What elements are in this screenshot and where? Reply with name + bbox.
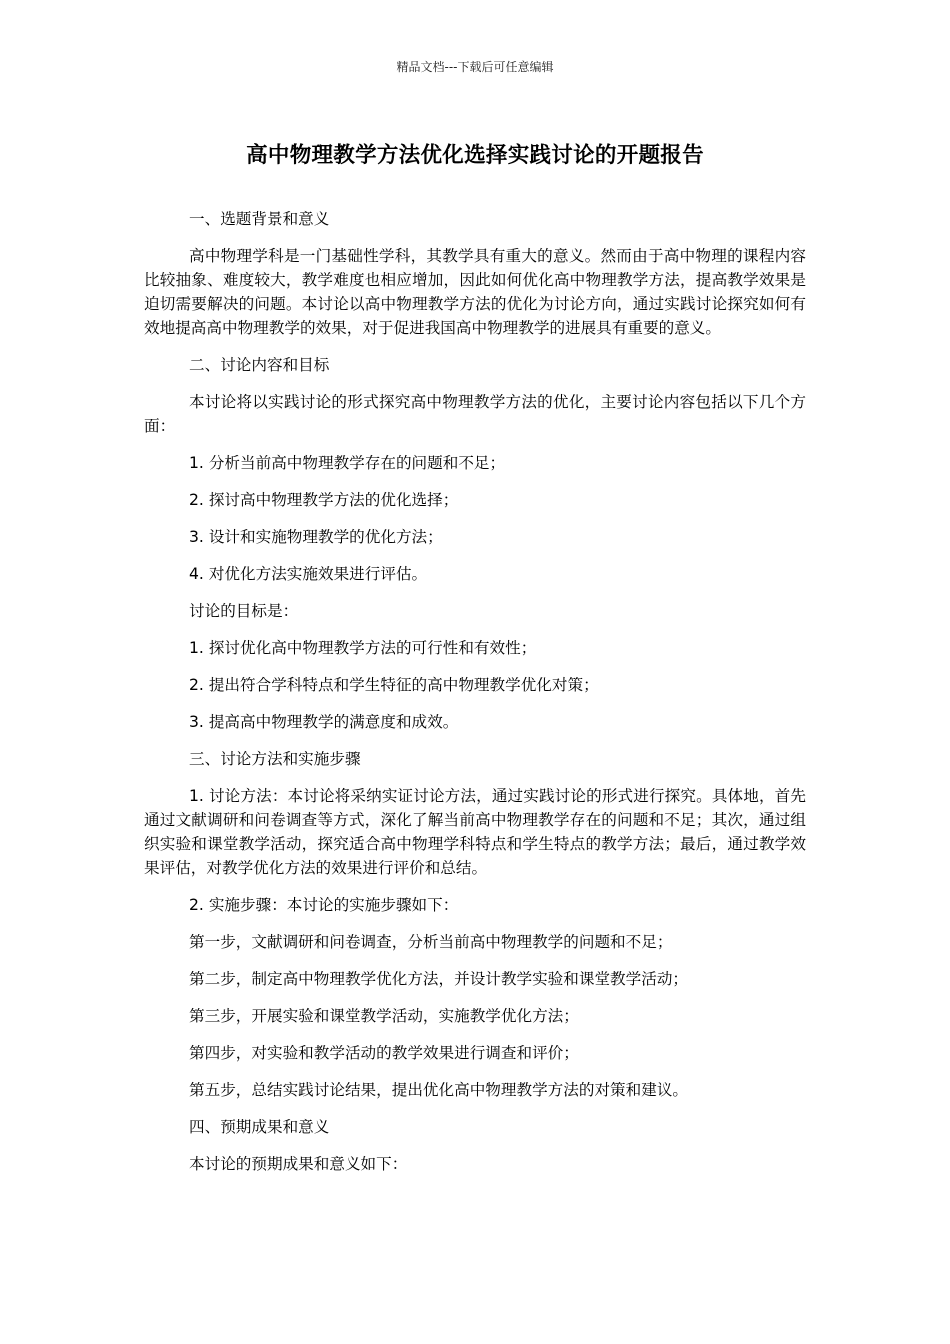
list-item-step-3: 第三步，开展实验和课堂教学活动，实施教学优化方法； bbox=[189, 1007, 579, 1025]
list-item-step-2: 第二步，制定高中物理教学优化方法，并设计教学实验和课堂教学活动； bbox=[189, 970, 689, 988]
list-item-goal-1: 1. 探讨优化高中物理教学方法的可行性和有效性； bbox=[189, 639, 537, 657]
list-item-step-4: 第四步，对实验和教学活动的教学效果进行调查和评价； bbox=[189, 1044, 579, 1062]
section-heading-content-goals: 二、讨论内容和目标 bbox=[189, 356, 330, 374]
list-item-content-4: 4. 对优化方法实施效果进行评估。 bbox=[189, 565, 428, 583]
document-body bbox=[144, 207, 806, 1189]
list-item-content-1: 1. 分析当前高中物理教学存在的问题和不足； bbox=[189, 454, 506, 472]
list-item-content-2: 2. 探讨高中物理教学方法的优化选择； bbox=[189, 491, 459, 509]
list-item-step-5: 第五步，总结实践讨论结果，提出优化高中物理教学方法的对策和建议。 bbox=[189, 1081, 689, 1099]
paragraph-background: 高中物理学科是一门基础性学科，其教学具有重大的意义。然而由于高中物理的课程内容比较抽象、难度较大，教学难度也相应增加，因此如何优化高中物理教学方法，提高教学效果是迫切需要解决的问题。本讨论以高中物理教学方法的优化为讨论方向，通过实践讨论探究如何有效地提高高中物理教学的效果，对于促进我国高中物理教学的进展具有重要的意义。 bbox=[144, 247, 806, 337]
section-heading-background: 一、选题背景和意义 bbox=[189, 210, 330, 228]
list-item-goal-2: 2. 提出符合学科特点和学生特征的高中物理教学优化对策； bbox=[189, 676, 599, 694]
paragraph-methods: 1. 讨论方法：本讨论将采纳实证讨论方法，通过实践讨论的形式进行探究。具体地，首先通过文献调研和问卷调查等方式，深化了解当前高中物理教学存在的问题和不足；其次，通过组织实验和课堂教学活动，探究适合高中物理学科特点和学生特点的教学方法；最后，通过教学效果评估，对教学优化方法的效果进行评价和总结。 bbox=[144, 787, 806, 877]
paragraph-content-intro: 本讨论将以实践讨论的形式探究高中物理教学方法的优化，主要讨论内容包括以下几个方面： bbox=[144, 393, 806, 435]
paragraph-goals-intro: 讨论的目标是： bbox=[189, 602, 299, 620]
list-item-step-1: 第一步，文献调研和问卷调查，分析当前高中物理教学的问题和不足； bbox=[189, 933, 673, 951]
section-heading-methods: 三、讨论方法和实施步骤 bbox=[189, 750, 361, 768]
list-item-content-3: 3. 设计和实施物理教学的优化方法； bbox=[189, 528, 443, 546]
paragraph-steps-intro: 2. 实施步骤：本讨论的实施步骤如下： bbox=[189, 896, 459, 914]
section-heading-outcomes: 四、预期成果和意义 bbox=[189, 1118, 330, 1136]
document-title: 高中物理教学方法优化选择实践讨论的开题报告 bbox=[246, 143, 704, 168]
list-item-goal-3: 3. 提高高中物理教学的满意度和成效。 bbox=[189, 713, 459, 731]
header-note: 精品文档---下载后可任意编辑 bbox=[396, 60, 554, 74]
paragraph-outcomes-intro: 本讨论的预期成果和意义如下： bbox=[189, 1155, 408, 1173]
